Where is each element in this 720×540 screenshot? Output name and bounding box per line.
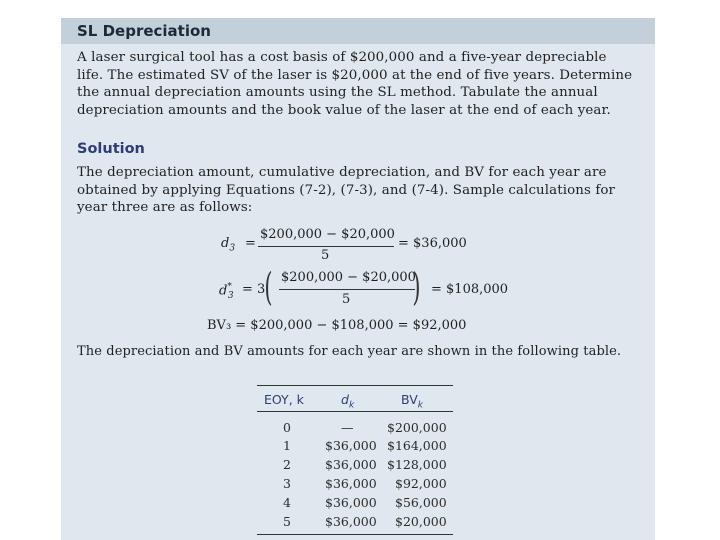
eq2-fraction-bar (279, 289, 415, 290)
eq1-fraction-bar (258, 246, 394, 247)
table-cell-bv: $20,000 (395, 514, 447, 529)
problem-line: A laser surgical tool has a cost basis of $200,000 and a five-year depreciable (77, 50, 607, 65)
eq1-denominator: 5 (321, 248, 330, 263)
solution-heading: Solution (77, 141, 145, 157)
eq1-lhs-sub: 3 (229, 243, 236, 254)
problem-line: the annual depreciation amounts using the SL method. Tabulate the annual (77, 85, 598, 100)
eq2-left-paren: ( (264, 265, 273, 309)
example-title: SL Depreciation (77, 22, 211, 40)
table-cell-d: $36,000 (325, 514, 377, 529)
eq2-lhs: d (219, 283, 228, 299)
table-cell-k: 3 (283, 476, 291, 491)
table-cell-d: $36,000 (325, 476, 377, 491)
table-cell-d: $36,000 (325, 495, 377, 510)
table-cell-k: 2 (283, 457, 291, 472)
table-top-rule (257, 385, 453, 386)
table-cell-bv: $200,000 (387, 420, 447, 435)
solution-line: year three are as follows: (77, 200, 253, 215)
header-eoy: EOY, k (264, 392, 304, 407)
title-bar (61, 18, 655, 44)
table-cell-bv: $164,000 (387, 438, 447, 453)
solution-line: The depreciation amount, cumulative depreciation, and BV for each year are (77, 165, 607, 180)
table-header-rule (257, 411, 453, 412)
eq1-result: = $36,000 (398, 236, 467, 251)
table-cell-d: — (341, 420, 354, 435)
table-cell-k: 0 (283, 420, 291, 435)
table-cell-k: 1 (283, 438, 291, 453)
table-cell-bv: $128,000 (387, 457, 447, 472)
eq2-result: = $108,000 (431, 282, 509, 297)
solution-line: obtained by applying Equations (7-2), (7-3), and (7-4). Sample calculations for (77, 182, 616, 198)
eq1-numerator: $200,000 − $20,000 (260, 227, 395, 242)
eq2-numerator: $200,000 − $20,000 (281, 270, 416, 285)
table-cell-d: $36,000 (325, 438, 377, 453)
table-cell-bv: $92,000 (395, 476, 447, 491)
eq2-denominator: 5 (342, 292, 351, 307)
eq2-equals: = 3 (242, 282, 266, 297)
eq1-lhs: d (221, 236, 230, 251)
table-cell-k: 4 (283, 495, 291, 510)
table-cell-d: $36,000 (325, 457, 377, 472)
problem-line: depreciation amounts and the book value of the laser at the end of each year. (77, 102, 611, 118)
table-cell-bv: $56,000 (395, 495, 447, 510)
solution-text (77, 164, 615, 217)
table-intro: The depreciation and BV amounts for each year are shown in the following table. (77, 344, 622, 359)
eq1-equals: = (245, 236, 256, 251)
textbook-page-scan (61, 18, 655, 540)
problem-statement (77, 49, 632, 119)
table-cell-k: 5 (283, 514, 291, 529)
problem-line: life. The estimated SV of the laser is $20,000 at the end of five years. Determine (77, 67, 633, 83)
eq2-lhs-sub: 3 (227, 290, 234, 301)
table-bottom-rule (257, 534, 453, 535)
header-bvk: $BV_k$ (401, 392, 423, 411)
eq2-lhs-sup: * (227, 282, 232, 292)
equation-bv3: BV₃ = $200,000 − $108,000 = $92,000 (207, 318, 467, 333)
header-dk: $d_k$ (341, 392, 355, 411)
eq2-right-paren: ) (412, 265, 421, 309)
